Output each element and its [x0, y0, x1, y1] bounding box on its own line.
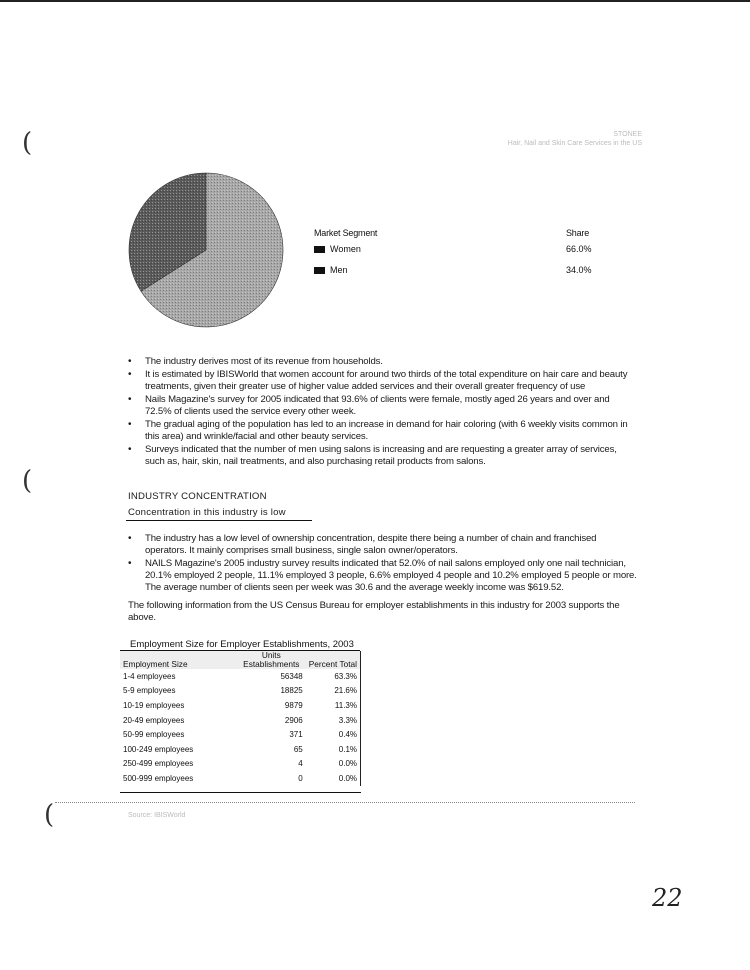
page-header — [508, 130, 642, 148]
table-row — [120, 727, 360, 742]
bullet-item: • Nails Magazine's survey for 2005 indicated that 93.6% of clients were female, mostly aged 26 years and over and 72.5% of clients used the service every other week. — [128, 394, 638, 418]
cell-percent: 63.3% — [334, 671, 357, 681]
cell-percent: 0.0% — [338, 759, 357, 769]
cell-size: 500-999 employees — [123, 773, 194, 783]
table-row — [120, 684, 360, 699]
bullet-item: • NAILS Magazine's 2005 industry survey results indicated that 52.0% of nail salons employed only one nail technician, 20.1% employed 2 people, 11.1% employed 3 people, 6.6% employed 4 people and 10.2% employed 5 people or more. The average number of clients seen per week was 30.6 and the average weekly income was $619.52. — [128, 558, 640, 594]
employment-size-table — [120, 651, 360, 786]
cell-size: 250-499 employees — [123, 759, 194, 769]
cell-units: 9879 — [284, 700, 303, 710]
cell-units: 2906 — [284, 715, 303, 725]
legend-label-women: Women — [330, 244, 361, 254]
legend-swatch-women — [314, 246, 325, 253]
cell-units: 4 — [298, 759, 303, 769]
bullet-item: • It is estimated by IBISWorld that women account for around two thirds of the total expenditure on hair care and beauty treatments, given their greater use of higher value added services and their overall greater frequency of use — [128, 369, 638, 393]
header-line-1: STONEE — [613, 131, 642, 138]
legend-swatch-men — [314, 267, 325, 274]
table-row — [120, 669, 360, 684]
cell-units: 18825 — [280, 686, 303, 696]
pie-texture-overlay — [129, 173, 283, 327]
bullet-item: • The gradual aging of the population has led to an increase in demand for hair coloring (with 6 weekly visits common in this area) and wrinkle/facial and other beauty services. — [128, 419, 638, 443]
cell-units: 56348 — [280, 671, 303, 681]
cell-units: 65 — [293, 744, 303, 754]
section-subtitle: Concentration in this industry is low — [128, 507, 286, 518]
cell-percent: 21.6% — [334, 686, 357, 696]
bullet-item: • The industry has a low level of ownership concentration, despite there being a number of chain and franchised operators. It mainly comprises small business, single salon owner/operators. — [128, 533, 640, 557]
cell-size: 5-9 employees — [123, 686, 176, 696]
cell-percent: 3.3% — [338, 715, 357, 725]
table-row — [120, 713, 360, 728]
section-title: INDUSTRY CONCENTRATION — [128, 491, 267, 502]
legend-header: Market Segment — [314, 228, 378, 238]
employment-table-frame — [120, 651, 361, 786]
cell-percent: 0.1% — [338, 744, 357, 754]
footer-dotted-rule — [55, 802, 635, 803]
share-value-women: 66.0% — [566, 244, 592, 254]
cell-size: 20-49 employees — [123, 715, 185, 725]
legend-label-men: Men — [330, 265, 348, 275]
top-border-line — [0, 0, 750, 2]
table-row — [120, 771, 360, 786]
cell-size: 1-4 employees — [123, 671, 176, 681]
share-value-men: 34.0% — [566, 265, 592, 275]
legend-item-men — [314, 265, 348, 275]
table-bottom-rule — [120, 792, 361, 793]
cell-units: 0 — [298, 773, 303, 783]
concentration-bullet-list — [128, 533, 640, 595]
footer-source: Source: IBISWorld — [128, 812, 186, 819]
header-units-establishments: Units Establishments — [237, 651, 306, 669]
bullet-item: • The industry derives most of its revenue from households. — [128, 356, 638, 368]
header-employment-size: Employment Size — [120, 651, 237, 669]
margin-mark-top: ( — [22, 128, 33, 158]
share-header: Share — [566, 228, 590, 238]
market-segment-pie-chart — [128, 172, 284, 328]
table-row — [120, 757, 360, 772]
page-number: 22 — [652, 884, 683, 912]
margin-mark-bottom: ( — [44, 800, 55, 830]
cell-percent: 0.0% — [338, 773, 357, 783]
header-percent-total: Percent Total — [306, 651, 360, 669]
margin-mark-middle: ( — [22, 466, 33, 496]
legend-item-women — [314, 244, 361, 254]
cell-units: 371 — [289, 730, 303, 740]
demand-bullet-list — [128, 356, 638, 469]
section-underline — [126, 520, 312, 521]
cell-percent: 0.4% — [338, 730, 357, 740]
table-row — [120, 742, 360, 757]
cell-size: 10-19 employees — [123, 700, 185, 710]
table-caption: Employment Size for Employer Establishments, 2003 — [130, 639, 354, 650]
bullet-item: • Surveys indicated that the number of men using salons is increasing and are requesting a greater array of services, such as, hair, skin, nail treatments, and also purchasing retail products from salons. — [128, 444, 638, 468]
table-header-row — [120, 651, 360, 669]
header-line-2: Hair, Nail and Skin Care Services in the US — [507, 140, 642, 147]
cell-percent: 11.3% — [334, 700, 357, 710]
cell-size: 100-249 employees — [123, 744, 194, 754]
cell-size: 50-99 employees — [123, 730, 185, 740]
table-row — [120, 698, 360, 713]
census-paragraph: The following information from the US Census Bureau for employer establishments in this industry for 2003 supports the above. — [128, 600, 620, 623]
